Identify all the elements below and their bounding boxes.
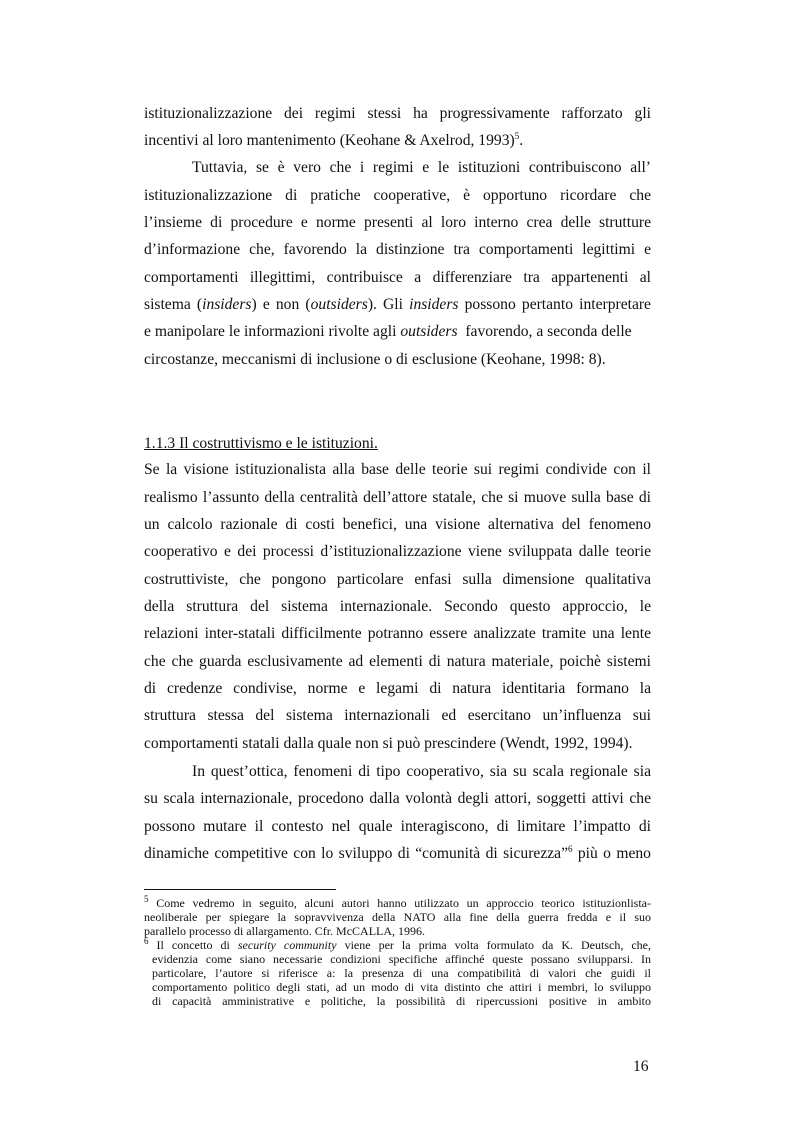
footnote-line: $^5$ Come vedremo in seguito, alcuni autori hanno utilizzato un approccio teorico istituzionlista- bbox=[144, 894, 651, 910]
body-line: istituzionalizzazione di pratiche cooperative, è opportuno ricordare che bbox=[144, 187, 651, 204]
section-heading: 1.1.3 Il costruttivismo e le istituzioni. bbox=[144, 435, 378, 452]
body-line: circostanze, meccanismi di inclusione o di esclusione (Keohane, 1998: 8). bbox=[144, 351, 606, 368]
body-line: un calcolo razionale di costi benefici, una visione alternativa del fenomeno bbox=[144, 516, 651, 533]
body-line: relazioni inter-statali difficilmente potranno essere analizzate tramite una lente bbox=[144, 625, 651, 642]
body-line: comportamenti illegittimi, contribuisce a differenziare tra appartenenti al bbox=[144, 269, 651, 286]
body-line: Se la visione istituzionalista alla base delle teorie sui regimi condivide con il bbox=[144, 461, 651, 478]
body-line: costruttiviste, che pongono particolare enfasi sulla dimensione qualitativa bbox=[144, 571, 651, 588]
body-line: struttura stessa del sistema internazionali ed esercitano un’influenza sui bbox=[144, 707, 651, 724]
footnote-line: evidenzia come siano necessarie condizioni specifiche affinché queste possano svilupparsi. In bbox=[152, 952, 651, 966]
body-line: sistema (insiders) e non (outsiders). Gli insiders possono pertanto interpretare bbox=[144, 296, 651, 313]
body-line: e manipolare le informazioni rivolte agli outsiders favorendo, a seconda delle bbox=[144, 323, 632, 340]
footnote-line: comportamento politico degli stati, ad un modo di vita distinto che attiri i membri, lo sviluppo bbox=[152, 980, 651, 994]
footnote-line: $^6$ Il concetto di security community viene per la prima volta formulato da K. Deutsch, che, bbox=[144, 936, 652, 952]
body-line: In quest’ottica, fenomeni di tipo cooperativo, sia su scala regionale sia bbox=[192, 763, 651, 780]
body-line: incentivi al loro mantenimento (Keohane & Axelrod, 1993)$^5$. bbox=[144, 130, 524, 149]
body-line: possono mutare il contesto nel quale interagiscono, di limitare l’impatto di bbox=[144, 818, 651, 835]
footnote-line: di capacità amministrative e politiche, la possibilità di ripercussioni positive in ambito bbox=[152, 994, 651, 1008]
page-number: 16 bbox=[633, 1058, 649, 1075]
body-line: che che guarda esclusivamente ad elementi di natura materiale, poichè sistemi bbox=[144, 653, 651, 670]
body-line: di credenze condivise, norme e legami di natura identitaria formano la bbox=[144, 680, 651, 697]
footnote-line: neoliberale per spiegare la sopravvivenza della NATO alla fine della guerra fredda e il suo bbox=[144, 910, 651, 924]
footnote-line: particolare, l’autore si riferisce a: la presenza di una compatibilità di valori che guidi il bbox=[152, 966, 651, 980]
body-line: istituzionalizzazione dei regimi stessi ha progressivamente rafforzato gli bbox=[144, 105, 651, 122]
footnote-line: parallelo processo di allargamento. Cfr. McCALLA, 1996. bbox=[144, 924, 426, 938]
body-line: realismo l’assunto della centralità dell’attore statale, che si muove sulla base di bbox=[144, 489, 651, 506]
body-line: cooperativo e dei processi d’istituzionalizzazione viene sviluppata dalle teorie bbox=[144, 543, 651, 560]
footnote-number: 5 bbox=[144, 894, 149, 904]
body-line: dinamiche competitive con lo sviluppo di “comunità di sicurezza”$^6$ più o meno bbox=[144, 843, 651, 862]
footnote-separator bbox=[144, 889, 336, 890]
body-line: della struttura del sistema internazionale. Secondo questo approccio, le bbox=[144, 598, 651, 615]
body-line: Tuttavia, se è vero che i regimi e le istituzioni contribuiscono all’ bbox=[192, 159, 651, 176]
footnote-ref: 6 bbox=[568, 843, 573, 854]
body-line: su scala internazionale, procedono dalla volontà degli attori, soggetti attivi che bbox=[144, 790, 651, 807]
body-line: comportamenti statali dalla quale non si può prescindere (Wendt, 1992, 1994). bbox=[144, 735, 633, 752]
body-line: d’informazione che, favorendo la distinzione tra comportamenti legittimi e bbox=[144, 241, 651, 258]
body-line: l’insieme di procedure e norme presenti al loro interno crea delle strutture bbox=[144, 214, 651, 231]
footnote-number: 6 bbox=[144, 936, 149, 946]
footnote-ref: 5 bbox=[514, 130, 520, 141]
